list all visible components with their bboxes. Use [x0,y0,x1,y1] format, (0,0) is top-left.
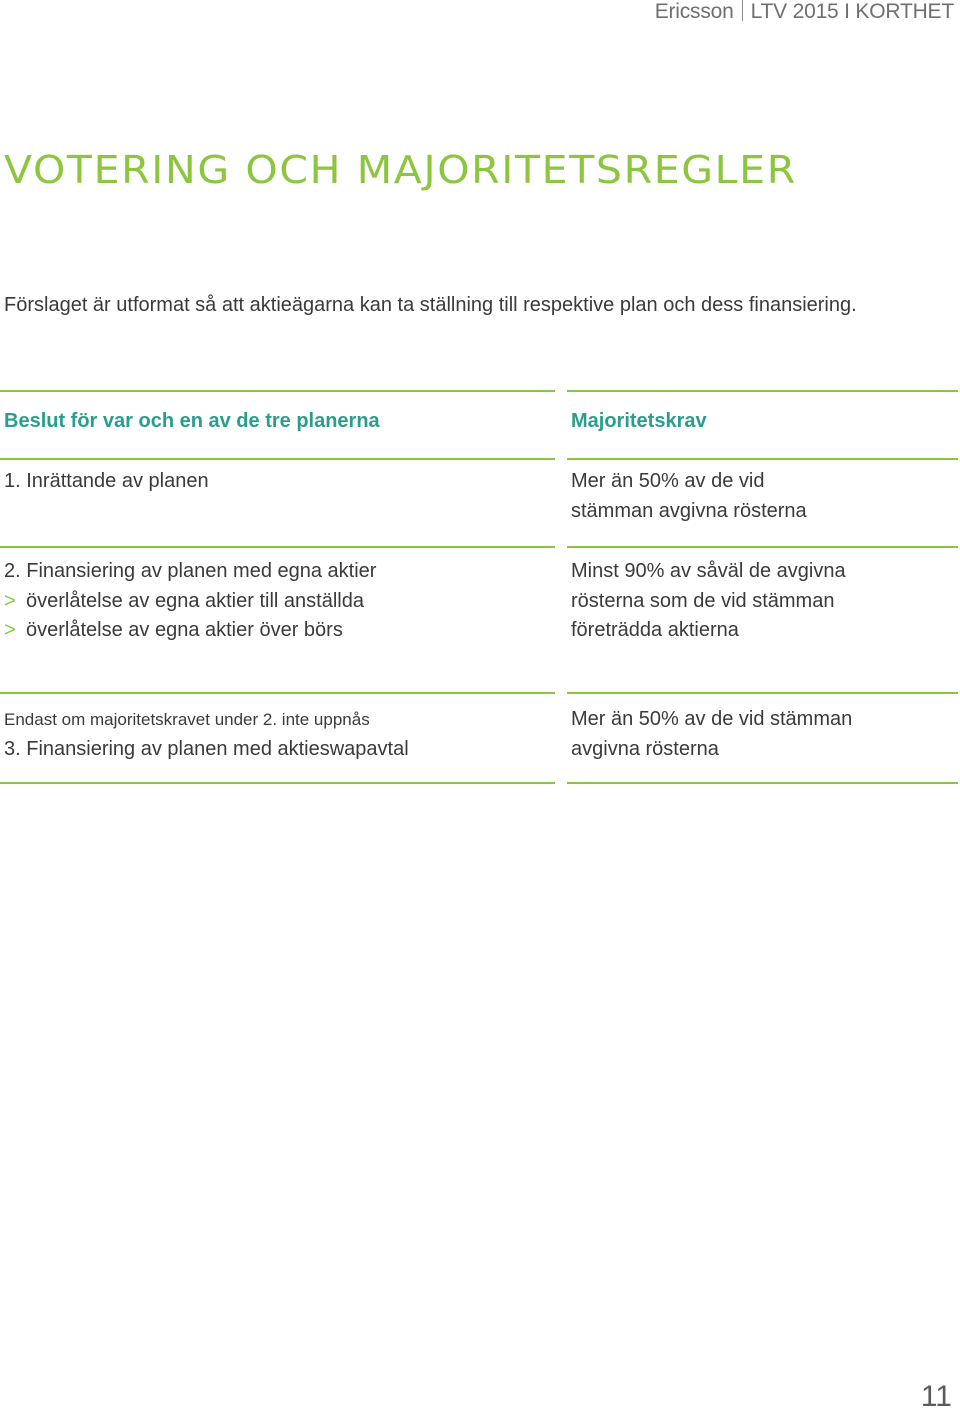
page-title: VOTERING OCH MAJORITETSREGLER [4,148,797,192]
header-brand: Ericsson [654,0,734,23]
chevron-right-icon: > [4,619,16,641]
header-doc-title: LTV 2015 I KORTHET [750,0,954,23]
col-right-header: Majoritetskrav [571,410,707,432]
col-left-header: Beslut för var och en av de tre planerna [4,410,380,432]
row2-left: 2. Finansiering av planen med egna aktier [4,560,377,582]
row2-right-line3: företrädda aktierna [571,619,739,641]
intro-paragraph: Förslaget är utformat så att aktieägarna kan ta ställning till respektive plan och dess finansiering. [4,294,857,316]
table-rule-top-left [0,390,555,392]
table-rule-2-right [567,546,958,548]
page-header [655,0,954,24]
row2-bullet-1 [4,586,364,616]
table-rule-top-right [567,390,958,392]
chevron-right-icon: > [4,590,16,612]
row1-right-line1: Mer än 50% av de vid [571,470,765,492]
row2-bullet-2 [4,615,343,645]
header-separator [742,0,743,21]
table2-rule-bottom-right [567,782,958,784]
table-rule-1-left [0,458,555,460]
row2-right-line1: Minst 90% av såväl de avgivna [571,560,846,582]
row2-bullet-2-text: överlåtelse av egna aktier över börs [26,619,343,641]
table2-rule-bottom-left [0,782,555,784]
table2-right-line2: avgivna rösterna [571,738,719,760]
table2-rule-top-left [0,692,555,694]
page-number: 11 [920,1380,952,1413]
table2-note: Endast om majoritetskravet under 2. inte uppnås [4,710,370,729]
table-rule-2-left [0,546,555,548]
row1-left: 1. Inrättande av planen [4,470,209,492]
table2-rule-top-right [567,692,958,694]
table2-right-line1: Mer än 50% av de vid stämman [571,708,853,730]
row2-right-line2: rösterna som de vid stämman [571,590,835,612]
row2-bullet-1-text: överlåtelse av egna aktier till anställda [26,590,364,612]
table2-left: 3. Finansiering av planen med aktieswapavtal [4,738,409,760]
table-rule-1-right [567,458,958,460]
row1-right-line2: stämman avgivna rösterna [571,500,807,522]
